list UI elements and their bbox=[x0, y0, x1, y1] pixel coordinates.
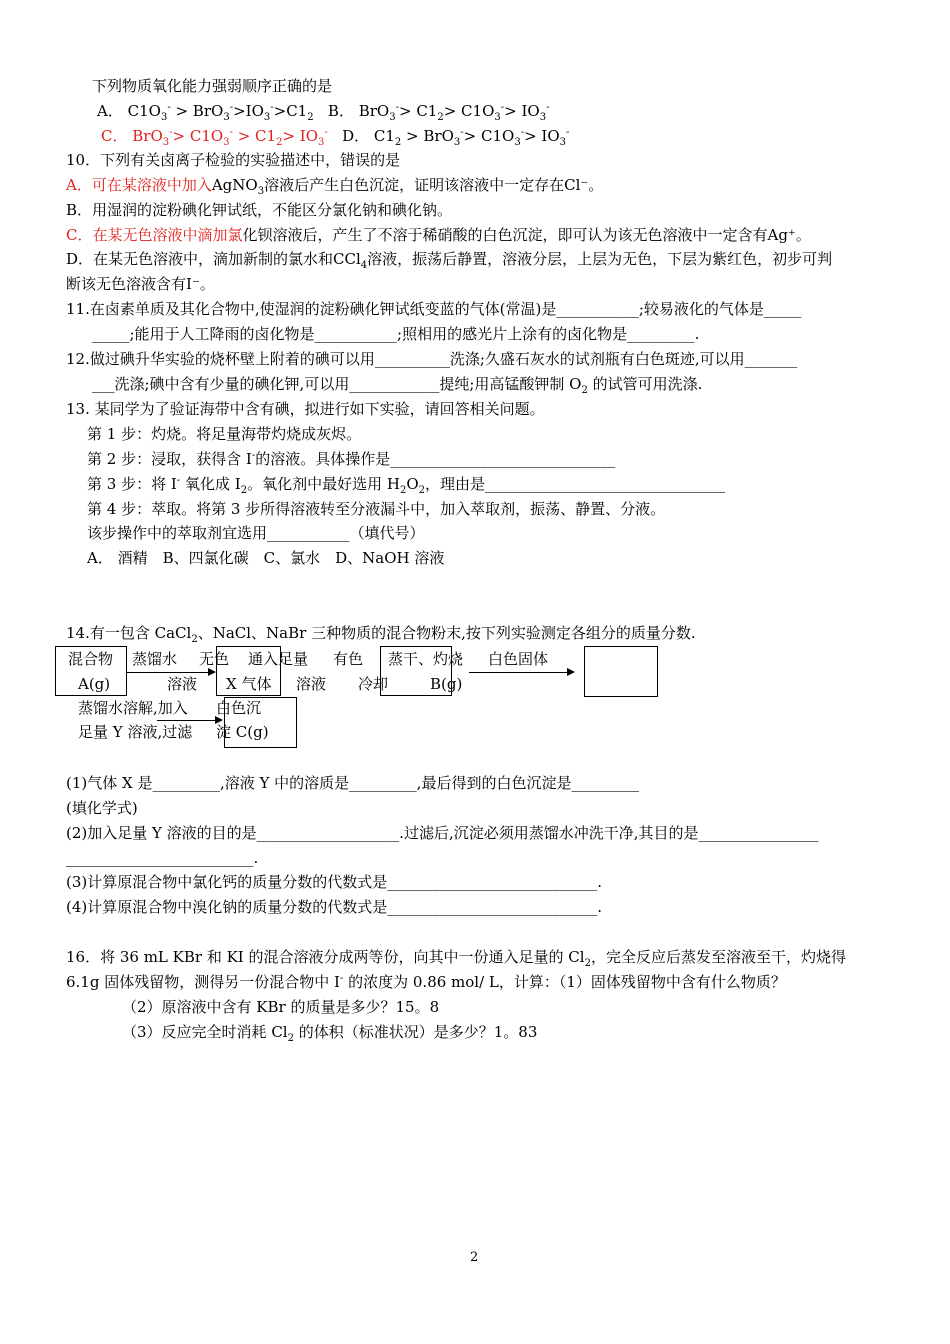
q10-stem: 10．下列有关卤离子检验的实验描述中，错误的是 bbox=[66, 151, 401, 169]
label-distilled-water: 蒸馏水 bbox=[132, 650, 178, 668]
q16-line3: （2）原溶液中含有 KBr 的质量是多少？15。8 bbox=[122, 998, 440, 1016]
label-evaporate-burn: 蒸干、灼烧 bbox=[388, 650, 464, 668]
label-solution-2: 溶液 bbox=[296, 675, 327, 693]
page-number: 2 bbox=[470, 1250, 479, 1265]
q11-line1: 11.在卤素单质及其化合物中,使湿润的淀粉碘化钾试纸变蓝的气体(常温)是___________;较易液化的气体是_____ bbox=[66, 300, 802, 318]
label-mass-a: A(g) bbox=[78, 675, 111, 693]
label-x-gas: X 气体 bbox=[226, 675, 272, 693]
q14-part2: (2)加入足量 Y 溶液的目的是___________________.过滤后,沉淀必须用蒸馏水冲洗干净,其目的是________________ bbox=[66, 824, 819, 842]
q14-part2-cont: _________________________. bbox=[66, 849, 259, 867]
label-colored: 有色 bbox=[333, 650, 364, 668]
label-white-solid: 白色固体 bbox=[488, 650, 549, 668]
label-cooling: 冷却 bbox=[358, 675, 389, 693]
q14-part1: (1)气体 X 是_________,溶液 Y 中的溶质是_________,最后得到的白色沉淀是_________ bbox=[66, 774, 639, 792]
q11-line2: _____;能用于人工降雨的卤化物是___________;照相用的感光片上涂有的卤化物是_________. bbox=[92, 325, 700, 343]
label-mixture: 混合物 bbox=[68, 650, 114, 668]
q9-stem: 下列物质氧化能力强弱顺序正确的是 bbox=[92, 77, 333, 95]
q14-part4: (4)计算原混合物中溴化钠的质量分数的代数式是____________________________. bbox=[66, 898, 603, 916]
q10-option-a: A．可在某溶液中加入AgNO$_3$溶液后产生白色沉淀，证明该溶液中一定存在Cl⁻。 bbox=[66, 176, 604, 197]
label-dissolve: 蒸馏水溶解,加入 bbox=[78, 699, 188, 717]
q13-step4: 第 4 步：萃取。将第 3 步所得溶液转至分液漏斗中，加入萃取剂，振荡、静置、分液。 bbox=[87, 500, 666, 518]
q13-step3: 第 3 步：将 I- 氧化成 $I_2$。氧化剂中最好选用 $H_2O_2$，理由是________________________________ bbox=[87, 475, 726, 496]
q13-options: A． 酒精 B、四氯化碳 C、氯水 D、NaOH 溶液 bbox=[87, 549, 445, 567]
q12-line2: ___洗涤;碘中含有少量的碘化钾,可以用____________提纯;用高锰酸钾制 $O_2$ 的试管可用洗涤. bbox=[92, 375, 703, 396]
flow-arrow-2 bbox=[469, 672, 573, 673]
q14-part1-note: (填化学式) bbox=[66, 799, 138, 817]
box-white-solid-result bbox=[584, 646, 658, 697]
q13-step5: 该步操作中的萃取剂宜选用___________（填代号） bbox=[87, 524, 425, 542]
q14-part3: (3)计算原混合物中氯化钙的质量分数的代数式是____________________________. bbox=[66, 873, 603, 891]
label-white-precip: 白色沉 bbox=[216, 699, 262, 717]
flow-arrow-3 bbox=[157, 720, 221, 721]
q9-options-cd: C． $BrO_3^-> C1O_3^- > C1_2> IO_3^-$ D． $C1_2 > BrO_3^-> C1O_3^-> IO_3^-$ bbox=[101, 127, 570, 148]
q10-option-b: B．用湿润的淀粉碘化钾试纸，不能区分氯化钠和碘化钠。 bbox=[66, 201, 453, 219]
q12-line1: 12.做过碘升华实验的烧杯壁上附着的碘可以用__________洗涤;久盛石灰水的试剂瓶有白色斑迹,可以用_______ bbox=[66, 350, 798, 368]
label-mass-b: B(g) bbox=[430, 675, 463, 693]
q13-step1: 第 1 步：灼烧。将足量海带灼烧成灰烬。 bbox=[87, 425, 362, 443]
q9-options-ab: A． $C1O_3^- > BrO_3^->IO_3^->C1_2$ B． $BrO_3^-> C1_2> C1O_3^-> IO_3^-$ bbox=[97, 102, 550, 123]
q14-stem: 14.有一包含 CaCl$_2$、NaCl、NaBr 三种物质的混合物粉末,按下列实验测定各组分的质量分数. bbox=[66, 624, 696, 645]
q16-line4: （3）反应完全时消耗 $Cl_2$ 的体积（标准状况）是多少？1。83 bbox=[122, 1023, 538, 1044]
q13-stem: 13. 某同学为了验证海带中含有碘，拟进行如下实验，请回答相关问题。 bbox=[66, 400, 545, 418]
q16-line2: 6.1g 固体残留物，测得另一份混合物中 I- 的浓度为 0.86 mol/ L，计算：（1）固体残留物中含有什么物质？ bbox=[66, 973, 786, 991]
label-precip-c: 淀 C(g) bbox=[216, 723, 269, 741]
q10-option-d: D．在某无色溶液中，滴加新制的氯水和CCl$_4$溶液，振荡后静置，溶液分层，上层为无色，下层为紫红色，初步可判 bbox=[66, 250, 833, 271]
flow-arrow-1 bbox=[126, 672, 214, 673]
label-add-y-filter: 足量 Y 溶液,过滤 bbox=[78, 723, 193, 741]
q13-step2: 第 2 步：浸取，获得含 I-的溶液。具体操作是______________________________ bbox=[87, 450, 616, 468]
label-pass-excess: 通入足量 bbox=[248, 650, 309, 668]
q16-line1: 16．将 36 mL KBr 和 KI 的混合溶液分成两等份，向其中一份通入足量的 $Cl_2$，完全反应后蒸发至溶液至干，灼烧得 bbox=[66, 948, 846, 969]
q10-option-c: C．在某无色溶液中滴加氯化钡溶液后，产生了不溶于稀硝酸的白色沉淀，即可认为该无色溶液中一定含有Ag⁺。 bbox=[66, 226, 811, 244]
label-colorless: 无色 bbox=[199, 650, 230, 668]
q10-option-d-cont: 断该无色溶液含有I⁻。 bbox=[66, 275, 215, 293]
label-solution-1: 溶液 bbox=[167, 675, 198, 693]
